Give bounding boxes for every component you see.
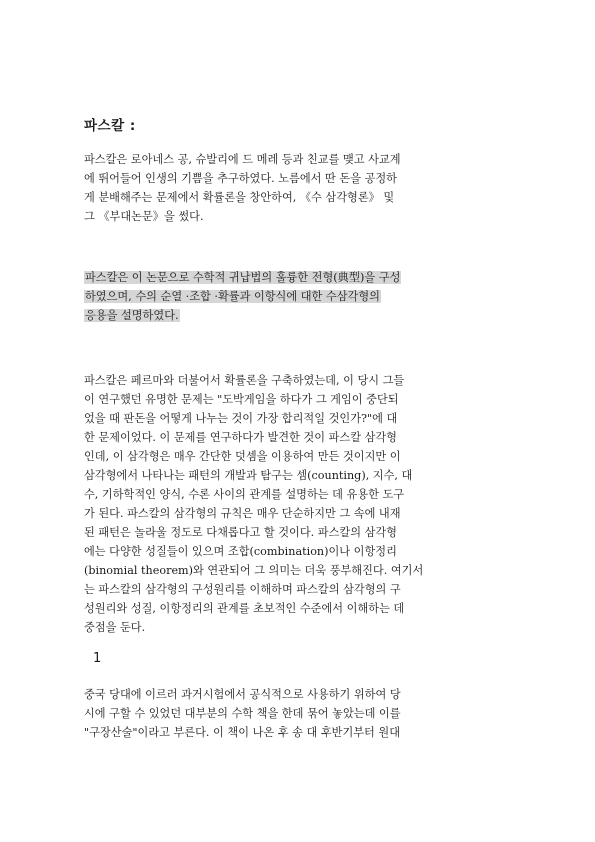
body-paragraph	[84, 371, 514, 637]
text-line: 삼각형에서 나타나는 패턴의 개발과 탐구는 셈(counting), 지수, 대	[84, 469, 413, 482]
text-line: 이 연구했던 유명한 문제는 "도박게임을 하다가 그 게임이 중단되	[84, 393, 399, 406]
text-line: 중점을 둔다.	[84, 621, 146, 634]
text-line: 에는 다양한 성질들이 있으며 조합(combination)이나 이항정리	[84, 545, 397, 558]
text-line: 된 패턴은 놀라울 정도로 다채롭다고 할 것이다. 파스칼의 삼각형	[84, 526, 397, 539]
intro-paragraph	[84, 150, 514, 226]
text-line: 었을 때 판돈을 어떻게 나누는 것이 가장 합리적일 것인가?"에 대	[84, 412, 398, 425]
text-line: 에 뛰어들어 인생의 기쁨을 추구하였다. 노름에서 딴 돈을 공정하	[84, 172, 397, 185]
text-line: (binomial theorem)와 연관되어 그 의미는 더욱 풍부해진다. 여기서	[84, 564, 424, 577]
text-line: 수, 기하학적인 양식, 수론 사이의 관계를 설명하는 데 유용한 도구	[84, 488, 405, 501]
text-line: 한 문제이었다. 이 문제를 연구하다가 발견한 것이 파스칼 삼각형	[84, 431, 397, 444]
page-number: 1	[93, 651, 102, 666]
text-line: 가 된다. 파스칼의 삼각형의 규칙은 매우 단순하지만 그 속에 내재	[84, 507, 401, 520]
text-line: 파스칼은 페르마와 더불어서 확률론을 구축하였는데, 이 당시 그들	[84, 374, 405, 387]
section-heading: 파스칼 :	[84, 118, 136, 134]
text-line: 는 파스칼의 삼각형의 구성원리를 이해하며 파스칼의 삼각형의 구	[84, 583, 401, 596]
text-line: 파스칼은 로아네스 공, 슈발리에 드 메레 등과 친교를 맺고 사교계	[84, 153, 401, 166]
text-line: "구장산술"이라고 부른다. 이 책이 나온 후 송 대 후반기부터 원대	[84, 726, 401, 739]
continued-paragraph	[84, 685, 514, 742]
text-line: 인데, 이 삼각형은 매우 간단한 덧셈을 이용하여 만든 것이지만 이	[84, 450, 401, 463]
highlighted-paragraph	[84, 268, 514, 325]
text-line: 게 분배해주는 문제에서 확률론을 창안하여, 《수 삼각형론》 및	[84, 191, 395, 204]
highlighted-text-line: 응용을 설명하였다.	[85, 309, 179, 322]
highlighted-text-line: 파스칼은 이 논문으로 수학적 귀납법의 훌륭한 전형(典型)을 구성	[85, 271, 401, 284]
text-line: 성원리와 성질, 이항정리의 관계를 초보적인 수준에서 이해하는 데	[84, 602, 405, 615]
text-line: 그 《부대논문》을 썼다.	[84, 210, 204, 223]
highlighted-text-line: 하였으며, 수의 순열 ·조합 ·확률과 이항식에 대한 수삼각형의	[85, 290, 380, 303]
text-line: 중국 당대에 이르러 과거시험에서 공식적으로 사용하기 위하여 당	[84, 688, 401, 701]
text-line: 시에 구할 수 있었던 대부분의 수학 책을 한데 묶어 놓았는데 이를	[84, 707, 401, 720]
